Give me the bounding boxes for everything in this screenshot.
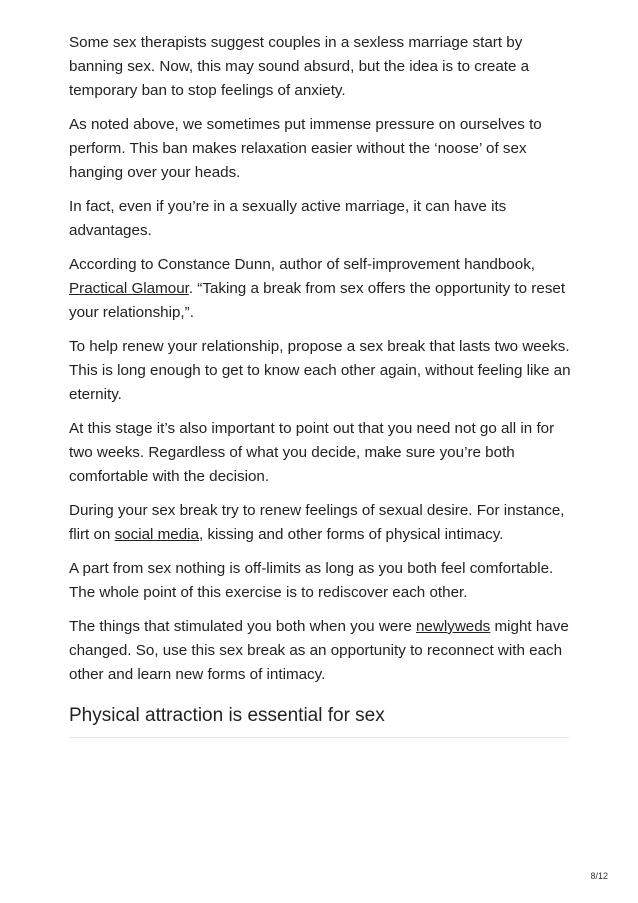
link-newlyweds[interactable]: newlyweds bbox=[415, 618, 491, 635]
paragraph-text: might have changed. So, use this sex break as an opportunity to reconnect with each other and learn new forms of intimacy. bbox=[69, 618, 569, 683]
paragraph-pressure: As noted above, we sometimes put immense pressure on ourselves to perform. This ban makes relaxation easier without the ‘noose’ of sex hanging over your heads. bbox=[69, 116, 542, 181]
paragraph-advantages: In fact, even if you’re in a sexually active marriage, it can have its advantages. bbox=[69, 198, 507, 239]
paragraph-two-weeks: To help renew your relationship, propose a sex break that lasts two weeks. This is long enough to get to know each other again, without feeling like an eternity. bbox=[69, 338, 571, 403]
paragraph-text: The things that stimulated you both when you were bbox=[69, 618, 416, 635]
heading-divider bbox=[69, 737, 569, 738]
page-number: 8/12 bbox=[590, 871, 608, 881]
section-heading: Physical attraction is essential for sex bbox=[69, 705, 385, 726]
article-body bbox=[69, 31, 574, 738]
paragraph-comfortable: At this stage it’s also important to point out that you need not go all in for two weeks. Regardless of what you decide, make sure you’re both comfortable with the decision. bbox=[69, 420, 555, 485]
link-practical-glamour[interactable]: Practical Glamour bbox=[69, 280, 189, 297]
paragraph-renew-desire bbox=[69, 499, 574, 547]
link-social-media[interactable]: social media bbox=[114, 526, 199, 543]
paragraph-constance-dunn bbox=[69, 253, 574, 325]
paragraph-text: , kissing and other forms of physical intimacy. bbox=[199, 526, 504, 543]
paragraph-text: . “Taking a break from sex offers the opportunity to reset your relationship,”. bbox=[69, 280, 566, 321]
paragraph-text: According to Constance Dunn, author of self-improvement handbook, bbox=[69, 256, 536, 273]
paragraph-text: During your sex break try to renew feelings of sexual desire. For instance, flirt on bbox=[69, 502, 565, 543]
paragraph-off-limits: A part from sex nothing is off-limits as long as you both feel comfortable. The whole point of this exercise is to rediscover each other. bbox=[69, 560, 554, 601]
paragraph-newlyweds bbox=[69, 615, 574, 687]
paragraph-sex-ban: Some sex therapists suggest couples in a sexless marriage start by banning sex. Now, this may sound absurd, but the idea is to create a temporary ban to stop feelings of anxiety. bbox=[69, 34, 530, 99]
